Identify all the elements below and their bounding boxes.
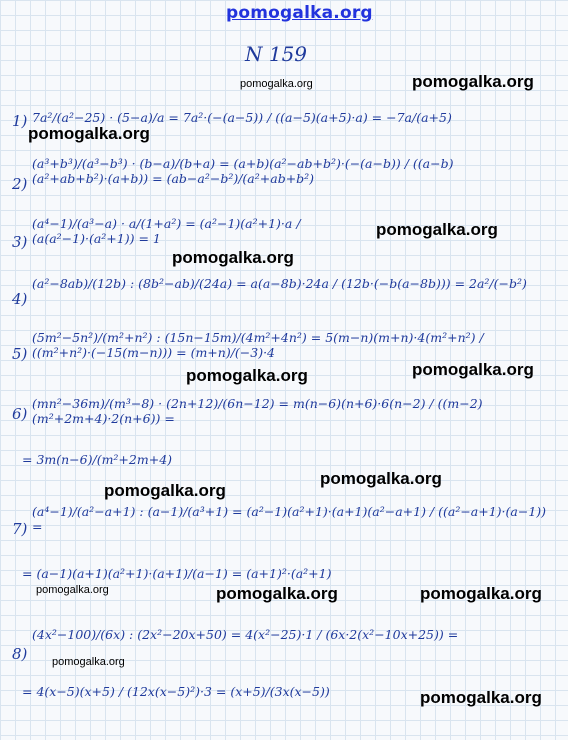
solution-7-expression: (a⁴−1)/(a²−a+1) : (a−1)/(a³+1) = (a²−1)(a²+1)·(a+1)(a²−a+1) / ((a²−a+1)·(a−1)) = bbox=[32, 504, 547, 534]
solution-2-expression: (a³+b³)/(a³−b³) · (b−a)/(b+a) = (a+b)(a²−ab+b²)·(−(a−b)) / ((a−b)(a²+ab+b²)·(a+b)) = (ab−a²−b²)/(a²+ab+b²) bbox=[32, 156, 454, 186]
solution-5-label: 5) bbox=[12, 345, 28, 363]
solution-4-label: 4) bbox=[12, 290, 28, 308]
watermark: pomogalka.org bbox=[28, 124, 150, 143]
problem-title: N 159 bbox=[245, 42, 308, 66]
solution-3-expression: (a⁴−1)/(a³−a) · a/(1+a²) = (a²−1)(a²+1)·a / (a(a²−1)·(a²+1)) = 1 bbox=[32, 216, 301, 246]
solution-6-expression: (mn²−36m)/(m³−8) · (2n+12)/(6n−12) = m(n−6)(n+6)·6(n−2) / ((m−2)(m²+2m+4)·2(n+6)) = bbox=[32, 396, 483, 426]
watermark: pomogalka.org bbox=[420, 688, 542, 707]
watermark: pomogalka.org bbox=[412, 72, 534, 91]
solution-1-label: 1) bbox=[12, 112, 28, 130]
solution-7-label: 7) bbox=[12, 520, 28, 538]
solution-6-result: = 3m(n−6)/(m²+2m+4) bbox=[22, 452, 173, 467]
watermark: pomogalka.org bbox=[376, 220, 498, 239]
watermark: pomogalka.org bbox=[412, 360, 534, 379]
solution-8-expression: (4x²−100)/(6x) : (2x²−20x+50) = 4(x²−25)·1 / (6x·2(x²−10x+25)) = bbox=[32, 627, 459, 642]
watermark: pomogalka.org bbox=[240, 78, 313, 90]
site-header-link[interactable]: pomogalka.org bbox=[226, 3, 373, 23]
solution-8-result: = 4(x−5)(x+5) / (12x(x−5)²)·3 = (x+5)/(3x(x−5)) bbox=[22, 684, 330, 699]
watermark: pomogalka.org bbox=[36, 584, 109, 596]
watermark: pomogalka.org bbox=[172, 248, 294, 267]
watermark: pomogalka.org bbox=[420, 584, 542, 603]
watermark: pomogalka.org bbox=[186, 366, 308, 385]
solution-1-expression: 7a²/(a²−25) · (5−a)/a = 7a²·(−(a−5)) / ((a−5)(a+5)·a) = −7a/(a+5) bbox=[32, 110, 452, 125]
watermark: pomogalka.org bbox=[104, 481, 226, 500]
solution-6-label: 6) bbox=[12, 405, 28, 423]
solution-5-expression: (5m²−5n²)/(m²+n²) : (15n−15m)/(4m²+4n²) = 5(m−n)(m+n)·4(m²+n²) / ((m²+n²)·(−15(m−n))) = (m+n)/(−3)·4 bbox=[32, 330, 484, 360]
solution-8-label: 8) bbox=[12, 645, 28, 663]
solution-3-label: 3) bbox=[12, 233, 28, 251]
watermark: pomogalka.org bbox=[216, 584, 338, 603]
watermark: pomogalka.org bbox=[320, 469, 442, 488]
solution-2-label: 2) bbox=[12, 175, 28, 193]
watermark: pomogalka.org bbox=[52, 656, 125, 668]
solution-7-result: = (a−1)(a+1)(a²+1)·(a+1)/(a−1) = (a+1)²·(a²+1) bbox=[22, 566, 332, 581]
solution-4-expression: (a²−8ab)/(12b) : (8b²−ab)/(24a) = a(a−8b)·24a / (12b·(−b(a−8b))) = 2a²/(−b²) bbox=[32, 276, 527, 291]
